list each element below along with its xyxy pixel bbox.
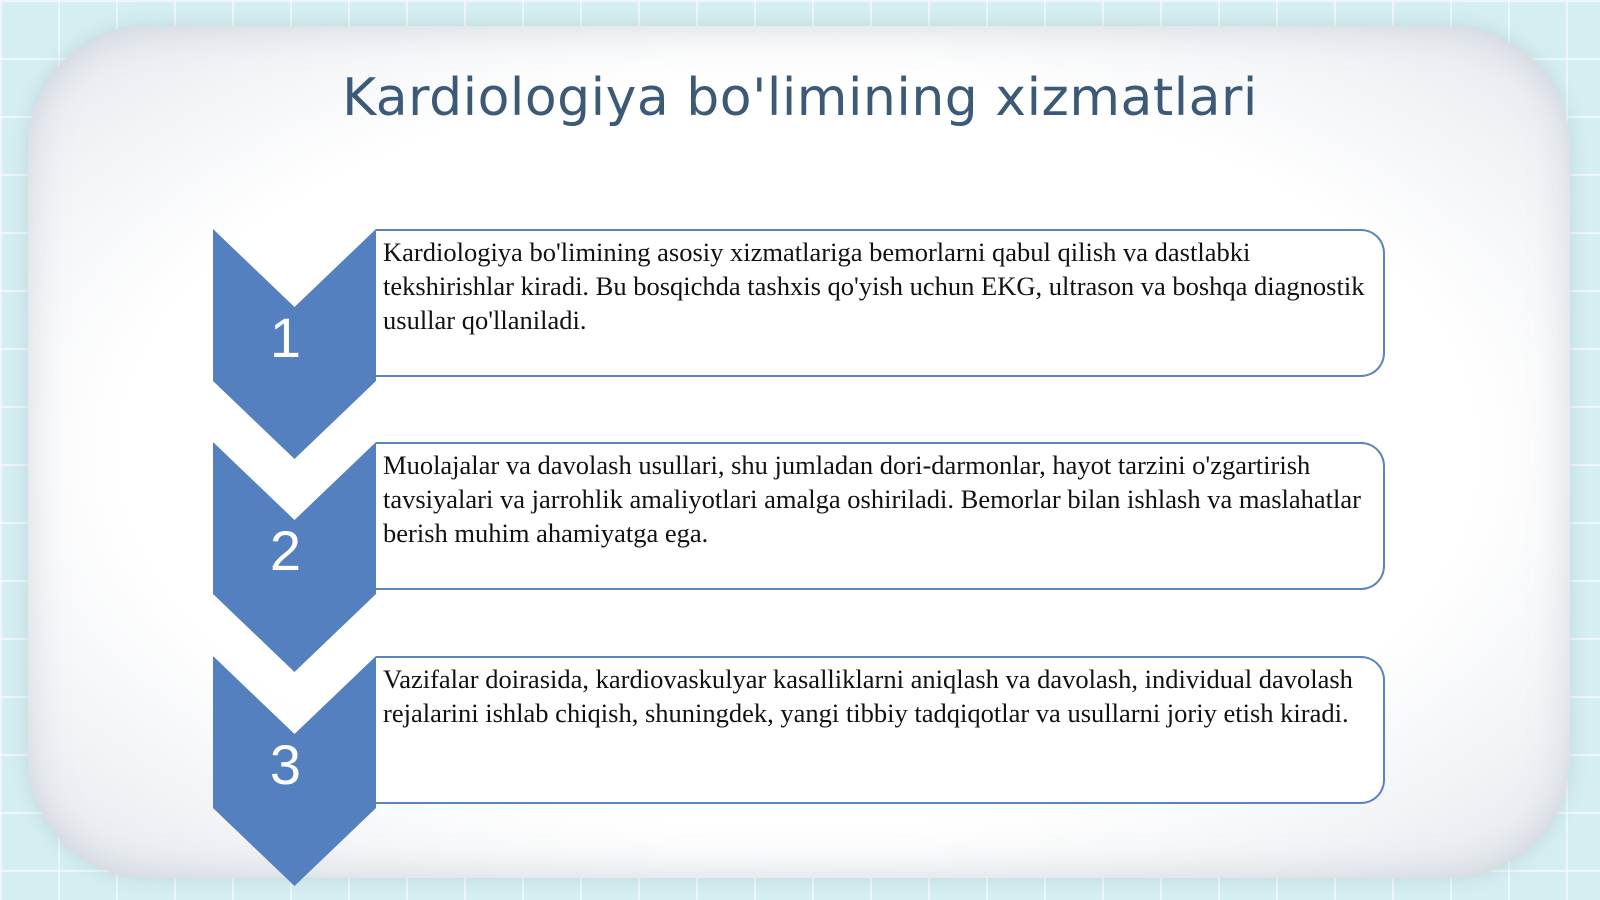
step-3-text: Vazifalar doirasida, kardiovaskulyar kasalliklarni aniqlash va davolash, individual davolash rejalarini ishlab chiqish, shuningdek, yangi tibbiy tadqiqotlar va usullarni joriy etish kiradi. <box>376 656 1385 804</box>
step-1-chevron <box>213 229 376 459</box>
step-2-chevron <box>213 442 376 672</box>
step-1-number: 1 <box>269 306 302 369</box>
step-3-number: 3 <box>269 733 302 796</box>
step-2-number: 2 <box>269 519 302 582</box>
slide-title: Kardiologiya bo'limining xizmatlari <box>342 68 1258 128</box>
step-3-chevron <box>213 656 376 886</box>
step-1-text: Kardiologiya bo'limining asosiy xizmatlariga bemorlarni qabul qilish va dastlabki tekshirishlar kiradi. Bu bosqichda tashxis qo'yish uchun EKG, ultrason va boshqa diagnostik usullar qo'llaniladi. <box>376 229 1385 377</box>
step-2-text: Muolajalar va davolash usullari, shu jumladan dori-darmonlar, hayot tarzini o'zgartirish tavsiyalari va jarrohlik amaliyotlari amalga oshiriladi. Bemorlar bilan ishlash va maslahatlar berish muhim ahamiyatga ega. <box>376 442 1385 590</box>
